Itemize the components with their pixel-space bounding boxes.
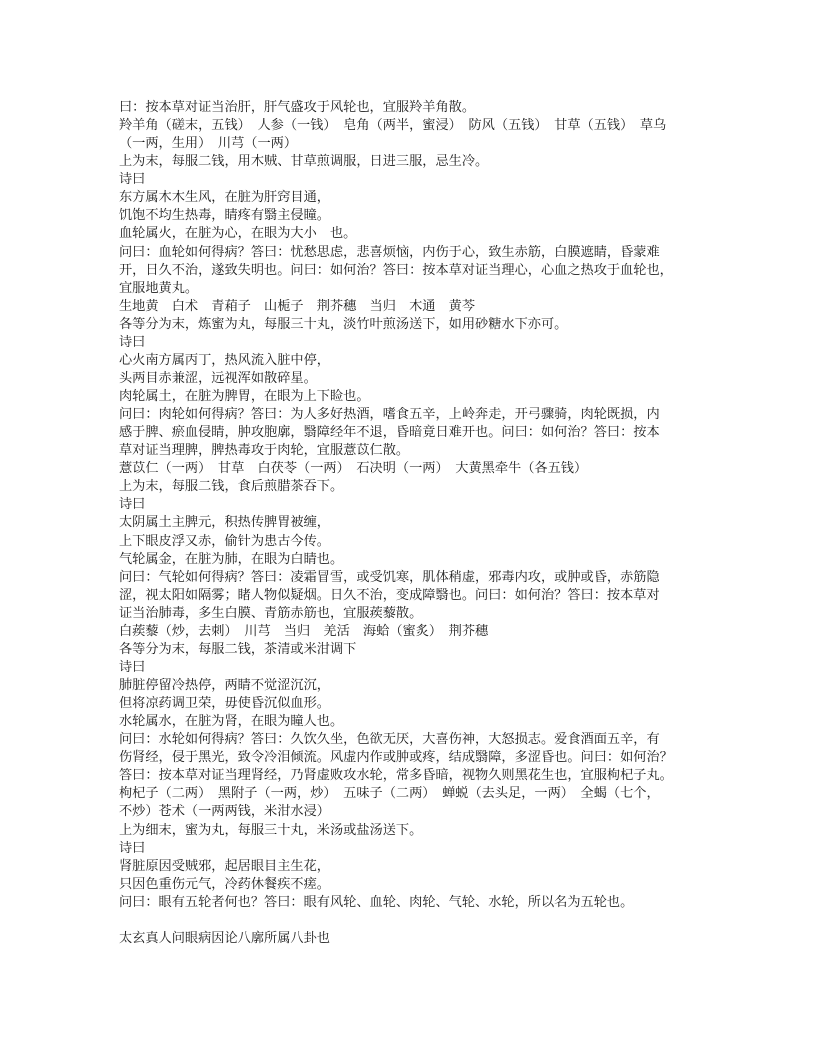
text-line: 问曰：水轮如何得病？答曰：久饮久坐，色欲无厌，大喜伤神，大怒损志。爱食酒面五辛，有: [119, 732, 660, 748]
text-line: 答曰：按本草对证当理肾经，乃肾虚败攻水轮，常多昏暗，视物久则黑花生也，宜服枸杞子丸。: [119, 768, 673, 784]
text-line: 问曰：气轮如何得病？答曰：凌霜冒雪，或受饥寒，肌体稍虚，邪毒内攻，或肿或昏，赤筋隐: [119, 569, 660, 585]
prescription-line: 枸杞子（二两） 黑附子（一两，炒） 五味子（二两） 蝉蜕（去头足，一两） 全蝎（七个，: [119, 786, 660, 802]
poem-heading: 诗曰: [119, 497, 146, 513]
text-line: 水轮属水，在脏为肾，在眼为瞳人也。: [119, 714, 344, 730]
prescription-line: 不炒）苍术（一两两钱，米泔水浸）: [119, 804, 330, 820]
text-line: 问曰：眼有五轮者何也？答曰：眼有风轮、血轮、肉轮、气轮、水轮，所以名为五轮也。: [119, 894, 634, 910]
poem-heading: 诗曰: [119, 659, 146, 675]
text-line: 宜服地黄丸。: [119, 280, 199, 296]
text-line: 涩，视太阳如隔雾；睹人物似疑烟。日久不治，变成障翳也。问曰：如何治？答曰：按本草对: [119, 587, 660, 603]
text-line: 开，日久不治，遂致失明也。问曰：如何治？答曰：按本草对证当理心，心血之热攻于血轮也，: [119, 262, 673, 278]
poem-line: 头两目赤兼涩，远视浑如散碎星。: [119, 370, 317, 386]
poem-line: 但将凉药调卫荣，毋使昏沉似血形。: [119, 696, 330, 712]
text-line: 问曰：血轮如何得病？答曰：忧愁思虑，悲喜烦恼，内伤于心，致生赤筋，白膜遮睛，昏蒙难: [119, 244, 660, 260]
dosage-line: 各等分为末，炼蜜为丸，每服三十丸，淡竹叶煎汤送下，如用砂糖水下亦可。: [119, 316, 568, 332]
prescription-line: 白蒺藜（炒，去刺） 川芎 当归 羌活 海蛤（蜜炙） 荆芥穗: [119, 623, 489, 639]
poem-heading: 诗曰: [119, 334, 146, 350]
poem-line: 肺脏停留冷热停，两睛不觉涩沉沉，: [119, 678, 330, 693]
blank-line: [119, 912, 719, 930]
poem-heading: 诗曰: [119, 172, 146, 188]
dosage-line: 上为末，每服二钱，食后煎腊茶吞下。: [119, 479, 344, 495]
text-line: 问曰：肉轮如何得病？答曰：为人多好热酒，嗜食五辛，上岭奔走，开弓骤骑，肉轮既损，内: [119, 407, 660, 423]
text-line: 气轮属金，在脏为肺，在眼为白睛也。: [119, 551, 344, 567]
text-line: 血轮属火，在脏为心，在眼为大小 也。: [119, 226, 357, 242]
poem-line: 肾脏原因受贼邪，起居眼目主生花，: [119, 858, 330, 874]
text-line: 证当治肺毒，多生白膜、青筋赤筋也，宜服蒺藜散。: [119, 605, 423, 621]
dosage-line: 上为末，每服二钱，用木贼、甘草煎调服，日进三服，忌生冷。: [119, 154, 489, 170]
poem-line: 太阴属土主脾元，积热传脾胃被缠，: [119, 515, 330, 531]
poem-line: 只因色重伤元气，冷药休餐疾不瘥。: [119, 876, 330, 892]
prescription-line: 羚羊角（磋末，五钱） 人参（一钱） 皂角（两半，蜜浸） 防风（五钱） 甘草（五钱） 草乌: [119, 118, 667, 134]
prescription-line: （一两，生用） 川芎（一两）: [119, 136, 298, 152]
prescription-line: 薏苡仁（一两） 甘草 白茯苓（一两） 石决明（一两） 大黄黑牵牛（各五钱）: [119, 461, 588, 477]
dosage-line: 各等分为末，每服二钱，茶清或米泔调下: [119, 641, 357, 657]
poem-line: 饥饱不均生热毒，睛疼有翳主侵瞳。: [119, 208, 330, 224]
prescription-line: 生地黄 白术 青葙子 山栀子 荆芥穗 当归 木通 黄芩: [119, 298, 476, 314]
text-line: 肉轮属土，在脏为脾胃，在眼为上下睑也。: [119, 389, 370, 404]
poem-line: 心火南方属丙丁，热风流入脏中停，: [119, 352, 330, 368]
text-line: 伤肾经，侵于黑光，致令冷泪倾流。风虚内作或肿或疼，结成翳障，多涩昏也。问曰：如何治？: [119, 750, 673, 766]
document-page: [119, 99, 719, 948]
text-line: 草对证当理脾，脾热毒攻于肉轮，宜服薏苡仁散。: [119, 443, 410, 459]
text-line: 感于脾、瘀血侵睛，肿攻胞廓，翳障经年不退，昏暗竟日难开也。问曰：如何治？答曰：按本: [119, 425, 660, 441]
poem-line: 东方属木木生风，在脏为肝窍目通，: [119, 190, 330, 206]
text-line: 曰：按本草对证当治肝，肝气盛攻于风轮也，宜服羚羊角散。: [119, 100, 476, 115]
dosage-line: 上为细末，蜜为丸，每服三十丸，米汤或盐汤送下。: [119, 822, 423, 838]
section-heading: 太玄真人问眼病因论八廓所属八卦也: [119, 930, 330, 946]
poem-line: 上下眼皮浮又赤，偷针为患古今传。: [119, 533, 330, 549]
poem-heading: 诗曰: [119, 840, 146, 856]
